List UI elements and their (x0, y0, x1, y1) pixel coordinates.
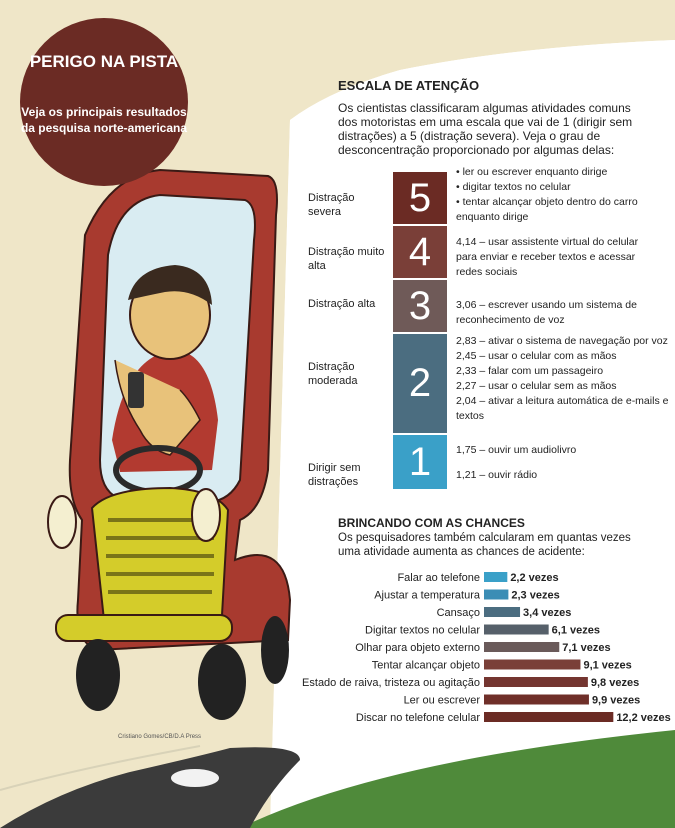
category-label: Falar ao telefone (397, 572, 480, 584)
value-label: 9,1 vezes (583, 659, 632, 672)
headline-badge (20, 18, 188, 186)
chances-intro: Os pesquisadores também calcularam em quantas vezes uma atividade aumenta as chances de acidente: (338, 532, 631, 558)
value-label: 7,1 vezes (562, 642, 611, 654)
cream-panel (270, 40, 675, 828)
badge-subtitle: Veja os principais resultados da pesquisa norte-americana (20, 105, 188, 135)
scale-intro: Os cientistas classificaram algumas atividades comuns dos motoristas em uma escala que vai de 1 (dirigir sem distrações) a 5 (distração severa). Veja o grau de desconcentração proporcionado por algumas delas: (338, 101, 633, 157)
category-label: Olhar para objeto externo (355, 642, 480, 654)
activity-item: • digitar textos no celular (456, 181, 571, 193)
value-label: 6,1 vezes (551, 624, 600, 637)
category-label: Ler ou escrever (403, 694, 480, 707)
value-label: 2,3 vezes (511, 589, 560, 602)
category-label: Estado de raiva, tristeza ou agitação (302, 677, 480, 689)
bar (484, 607, 520, 617)
level-number-box: 2 (393, 334, 447, 433)
level-label: Distração severa (308, 192, 355, 218)
value-label: 2,2 vezes (510, 572, 559, 584)
level-label: Dirigir sem distrações (308, 462, 361, 488)
category-label: Digitar textos no celular (365, 624, 480, 637)
activity-item: 1,21 – ouvir rádio (456, 469, 538, 481)
level-activities (456, 165, 672, 225)
activity-item: 2,04 – ativar a leitura automática de e-mails e textos (456, 395, 669, 422)
dust-cloud (171, 769, 219, 787)
level-number-box: 5 (393, 172, 447, 224)
value-label: 3,4 vezes (523, 607, 572, 619)
category-label: Cansaço (436, 607, 480, 619)
category-label: Discar no telefone celular (355, 712, 480, 724)
activity-item: • ler ou escrever enquanto dirige (456, 166, 608, 178)
level-number-box: 3 (393, 280, 447, 332)
level-number-box: 4 (393, 226, 447, 278)
value-label: 12,2 vezes (616, 712, 671, 724)
activity-item: 2,83 – ativar o sistema de navegação por voz (456, 335, 668, 347)
level-activities (456, 235, 656, 280)
activity-item: • tentar alcançar objeto dentro do carro enquanto dirige (456, 196, 638, 223)
bar (484, 590, 508, 600)
level-number-box: 1 (393, 435, 447, 489)
bar (484, 572, 507, 582)
phone (128, 372, 144, 408)
value-label: 9,9 vezes (591, 694, 641, 707)
level-activities (456, 334, 672, 424)
activity-item: 2,33 – falar com um passageiro (456, 365, 604, 377)
wheel-back (261, 616, 289, 684)
car-illustration (48, 170, 290, 720)
activity-item: 2,45 – usar o celular com as mãos (456, 350, 617, 362)
chances-title: BRINCANDO COM AS CHANCES (338, 516, 525, 530)
scale-title: ESCALA DE ATENÇÃO (338, 78, 480, 93)
bar (484, 712, 613, 722)
category-label: Ajustar a temperatura (374, 589, 480, 602)
bumper (56, 615, 232, 641)
wheel-right (198, 644, 246, 720)
level-label: Distração muito alta (308, 246, 385, 272)
bar (484, 677, 588, 687)
value-label: 9,8 vezes (590, 677, 640, 689)
activity-item: 4,14 – usar assistente virtual do celular para enviar e receber textos e acessar redes sociais (456, 236, 639, 278)
bar (484, 695, 589, 705)
wheel-left (76, 639, 120, 711)
bar (484, 642, 559, 652)
bar (484, 660, 580, 670)
category-label: Tentar alcançar objeto (371, 659, 480, 672)
credit: Cristiano Gomes/CB/D.A Press (118, 734, 202, 740)
level-label: Distração alta (308, 298, 376, 310)
headlight-left (48, 496, 76, 548)
level-activities (456, 298, 662, 328)
level-activities (456, 438, 672, 488)
level-label: Distração moderada (308, 361, 358, 387)
headlight-right (192, 489, 220, 541)
bar (484, 625, 549, 635)
activity-item: 3,06 – escrever usando um sistema de reconhecimento de voz (456, 299, 637, 326)
activity-item: 1,75 – ouvir um audiolivro (456, 444, 577, 456)
badge-title: PERIGO NA PISTA (29, 52, 179, 71)
activity-item: 2,27 – usar o celular sem as mãos (456, 380, 617, 392)
